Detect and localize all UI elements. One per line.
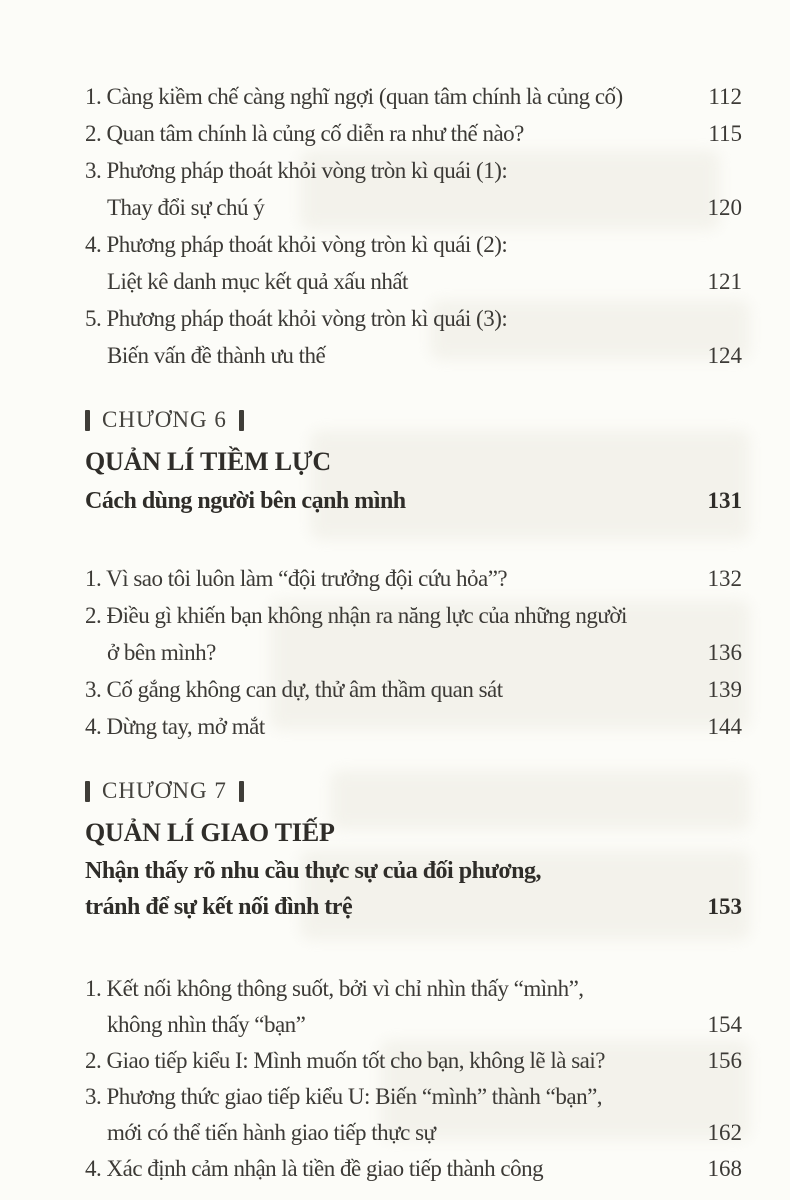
toc-item-text: 1. Kết nối không thông suốt, bởi vì chỉ nhìn thấy “mình”, [85, 976, 584, 1001]
toc-item-text: 4. Phương pháp thoát khỏi vòng tròn kì quái (2): [85, 232, 508, 257]
toc-item-text: 3. Cố gắng không can dự, thử âm thầm quan sát [85, 677, 503, 702]
toc-item-line [85, 1151, 742, 1187]
chapter-subtitle-line [85, 889, 742, 925]
toc-item-line [85, 560, 742, 597]
toc-item [85, 226, 742, 300]
toc-item-text: ở bên mình? [107, 640, 216, 665]
toc-item-line [85, 115, 742, 152]
toc-item [85, 1079, 742, 1151]
toc-item-text: 5. Phương pháp thoát khỏi vòng tròn kì quái (3): [85, 306, 508, 331]
toc-item [85, 152, 742, 226]
chapter-subtitle [85, 853, 742, 925]
toc-items [85, 971, 742, 1187]
chapter-subtitle [85, 482, 742, 520]
toc-item [85, 115, 742, 152]
toc-section [85, 398, 742, 745]
chapter-subtitle-line [85, 482, 742, 520]
toc-item-text: 4. Dừng tay, mở mắt [85, 714, 265, 739]
toc-item-line [85, 152, 742, 189]
toc-items [85, 560, 742, 745]
toc-item [85, 1151, 742, 1187]
chapter-subtitle-text: tránh để sự kết nối đình trệ [85, 894, 353, 920]
page-number: 120 [707, 195, 742, 220]
chapter-subtitle-text: Cách dùng người bên cạnh mình [85, 488, 406, 514]
page-number: 132 [707, 566, 742, 591]
toc-item-line [85, 226, 742, 263]
toc-item-line [85, 597, 742, 634]
page-number: 156 [707, 1048, 742, 1073]
chapter-marker-label: CHƯƠNG 6 [102, 407, 227, 432]
toc-item-line [85, 1079, 742, 1115]
toc-item [85, 78, 742, 115]
toc-item [85, 971, 742, 1043]
toc-item-text: 4. Xác định cảm nhận là tiền đề giao tiếp thành công [85, 1156, 544, 1181]
page-number: 139 [707, 677, 742, 702]
toc-item-text: 1. Vì sao tôi luôn làm “đội trưởng đội cứu hỏa”? [85, 566, 508, 591]
toc-item [85, 1043, 742, 1079]
page-number: 124 [707, 343, 742, 368]
toc-item-text: 3. Phương thức giao tiếp kiểu U: Biến “mình” thành “bạn”, [85, 1084, 603, 1109]
chapter-marker-bar-icon [85, 781, 90, 802]
table-of-contents [85, 78, 742, 1187]
chapter-header [85, 769, 742, 925]
toc-item [85, 597, 742, 671]
page-number: 121 [707, 269, 742, 294]
toc-item-text: Thay đổi sự chú ý [107, 195, 265, 220]
page-number: 144 [707, 714, 742, 739]
chapter-marker-bar-icon [239, 410, 244, 431]
page-number: 112 [708, 84, 742, 109]
toc-item-text: không nhìn thấy “bạn” [107, 1012, 306, 1037]
chapter-subtitle-text: Nhận thấy rõ nhu cầu thực sự của đối phương, [85, 858, 541, 884]
toc-item-text: 2. Quan tâm chính là củng cố diễn ra như thế nào? [85, 121, 524, 146]
toc-item [85, 671, 742, 708]
toc-item-text: 3. Phương pháp thoát khỏi vòng tròn kì quái (1): [85, 158, 508, 183]
page-number: 153 [707, 894, 742, 919]
chapter-subtitle-line [85, 853, 742, 889]
toc-item-line [85, 971, 742, 1007]
toc-item-line [85, 1115, 742, 1151]
page-number: 115 [708, 121, 742, 146]
toc-items [85, 78, 742, 374]
chapter-title-text: QUẢN LÍ TIỀM LỰC [85, 447, 331, 476]
toc-item-line [85, 1007, 742, 1043]
toc-item-line [85, 1043, 742, 1079]
toc-item-text: mới có thể tiến hành giao tiếp thực sự [107, 1120, 436, 1145]
chapter-marker-label: CHƯƠNG 7 [102, 778, 227, 803]
toc-item-line [85, 634, 742, 671]
toc-item [85, 708, 742, 745]
toc-section [85, 769, 742, 1187]
page-number: 131 [707, 488, 742, 513]
toc-item-line [85, 300, 742, 337]
toc-item-line [85, 263, 742, 300]
toc-item-line [85, 708, 742, 745]
chapter-title [85, 442, 742, 482]
chapter-marker-bar-icon [239, 781, 244, 802]
toc-item-line [85, 189, 742, 226]
toc-item-line [85, 337, 742, 374]
toc-item-text: 1. Càng kiềm chế càng nghĩ ngợi (quan tâm chính là củng cố) [85, 84, 623, 109]
page-number: 162 [707, 1120, 742, 1145]
toc-section [85, 78, 742, 374]
chapter-title [85, 813, 742, 853]
chapter-header [85, 398, 742, 520]
chapter-marker [85, 398, 742, 442]
toc-item-text: 2. Giao tiếp kiểu I: Mình muốn tốt cho bạn, không lẽ là sai? [85, 1048, 605, 1073]
toc-item-text: Liệt kê danh mục kết quả xấu nhất [107, 269, 408, 294]
page-number: 168 [707, 1156, 742, 1181]
toc-item [85, 560, 742, 597]
chapter-title-text: QUẢN LÍ GIAO TIẾP [85, 818, 335, 847]
page-number: 154 [707, 1012, 742, 1037]
toc-item-text: Biến vấn đề thành ưu thế [107, 343, 326, 368]
toc-item-text: 2. Điều gì khiến bạn không nhận ra năng lực của những người [85, 603, 627, 628]
chapter-marker [85, 769, 742, 813]
toc-item [85, 300, 742, 374]
toc-item-line [85, 671, 742, 708]
chapter-marker-bar-icon [85, 410, 90, 431]
toc-item-line [85, 78, 742, 115]
page-number: 136 [707, 640, 742, 665]
